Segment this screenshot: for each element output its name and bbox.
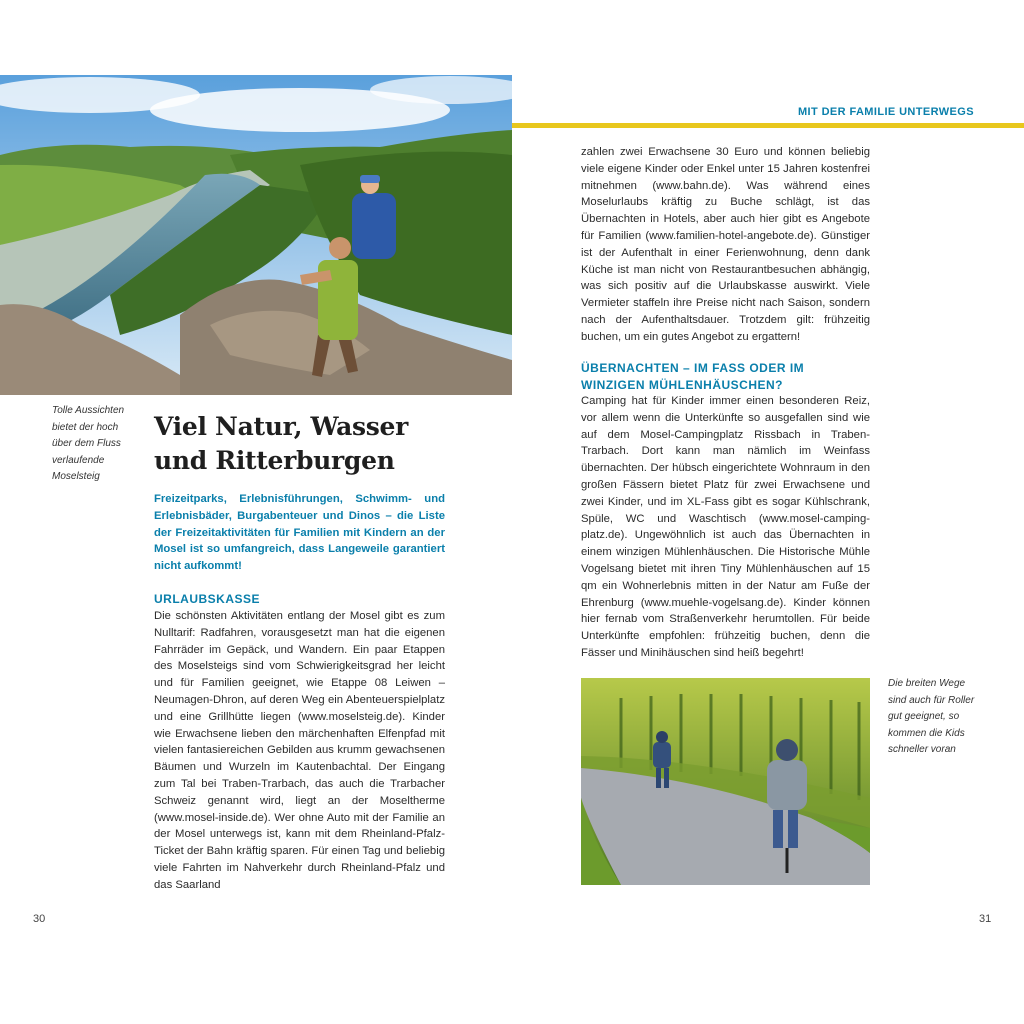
body-text-uebernachten: Camping hat für Kinder immer einen besonderen Reiz, vor allem wenn die Unterkünfte so ausgefallen sind wie auf dem Mosel-Campingplatz Rissbach in Traben-Trarbach. Dort kann man nämlich im Weinfass übernachten. Der hübsch eingerichtete Wohnraum in den großen Fässern bietet Platz für zwei Erwachsene und zwei Kinder, und im XL-Fass gibt es sogar Kühlschrank, Spüle, WC und Waschtisch (www.mosel-camping-platz.de). Ungewöhnlich ist auch das Übernachten in einem winzigen Mühlenhäuschen. Die Historische Mühle Vogelsang bietet mit ihren Tiny Mühlenhäuschen auf 15 qm ein Wohnerlebnis mitten in der Natur am Fuße der Ehrenburg (www.muehle-vogelsang.de). Kinder können hier fernab vom Straßenverkehr herumtollen. Für beide Unterkünfte empfohlen: frühzeitig buchen, denn die Fässer und Minihäuschen sind heiß begehrt! (581, 395, 870, 659)
section-heading-uebernachten: ÜBERNACHTEN – IM FASS ODER IM WINZIGEN MÜHLENHÄUSCHEN? (581, 361, 805, 392)
section-rule (512, 123, 1024, 128)
moselsteig-hiker-photo (0, 75, 512, 395)
page-number-left: 30 (33, 913, 46, 925)
photo-caption-left: Tolle Aussichten bietet der hoch über dem Fluss verlaufende Moselsteig (52, 405, 125, 482)
body-text-urlaubskasse: Die schönsten Aktivitäten entlang der Mosel gibt es zum Nulltarif: Radfahren, vorausgesetzt man hat die eigenen Fahrräder im Gepäck, und Wandern. Ein paar Etappen des Moselsteigs sind vom Schwierigkeitsgrad her leicht und für Familien geeignet, wie Etappe 08 Leiwen – Neumagen-Dhron, auf deren Weg ein Abenteuerspielplatz und eine Grillhütte liegen (www.moselsteig.de). Kinder wie Erwachsene lieben den märchenhaften Elfenpfad mit vielen fantasiereichen Gebilden aus krumm gewachsenen Bäumen und Wurzeln im Kautenbachtal. Der Eingang zum Tal bei Traben-Trarbach, das auch die Trarbacher Schweiz genannt wird, liegt an der Moseltherme (www.mosel-inside.de). Wer ohne Auto mit der Familie an der Mosel unterwegs ist, kann mit dem Rheinland-Pfalz-Ticket der Bahn kräftig sparen. Für einen Tag und beliebig viele Fahrten im Nahverkehr durch Rheinland-Pfalz und das Saarland (154, 610, 445, 891)
page-number-right: 31 (979, 913, 992, 925)
section-label: MIT DER FAMILIE UNTERWEGS (797, 106, 974, 118)
section-heading-urlaubskasse: URLAUBSKASSE (154, 592, 261, 606)
vineyard-path-kids-photo (581, 678, 870, 885)
photo-caption-right: Die breiten Wege sind auch für Roller gut geeignet, so kommen die Kids schneller voran (888, 678, 975, 755)
moselsteig-hiker-photo-drawing (0, 75, 512, 395)
article-lead: Freizeitparks, Erlebnisführungen, Schwimm- und Erlebnisbäder, Burgabenteuer und Dinos – die Liste der Freizeitaktivitäten für Familien mit Kindern an der Mosel ist so umfangreich, dass Langeweile garantiert nicht aufkommt! (154, 493, 445, 573)
body-text-urlaubskasse-continued: zahlen zwei Erwachsene 30 Euro und können beliebig viele eigene Kinder oder Enkel unter 15 Jahren kostenfrei mitnehmen (www.bahn.de). Was während eines Moselurlaubs kräftig zu Buche schlägt, ist das Übernachten in Hotels, aber auch hier gibt es Angebote für Familien (www.familien-hotel-angebote.de). Günstiger ist der Aufenthalt in einer Ferienwohnung, denn dank Küche ist man nicht von Restaurantbesuchen abhängig, was sich positiv auf die Urlaubskasse auswirkt. Viele Vermieter staffeln ihre Preise nicht nach Saison, sondern nach der Aufenthaltsdauer. Trotzdem gilt: frühzeitig buchen, um ein gutes Angebot zu ergattern! (581, 146, 870, 343)
vineyard-path-kids-photo-drawing (581, 678, 870, 885)
article-title: Viel Natur, Wasser und Ritterburgen (154, 412, 409, 475)
